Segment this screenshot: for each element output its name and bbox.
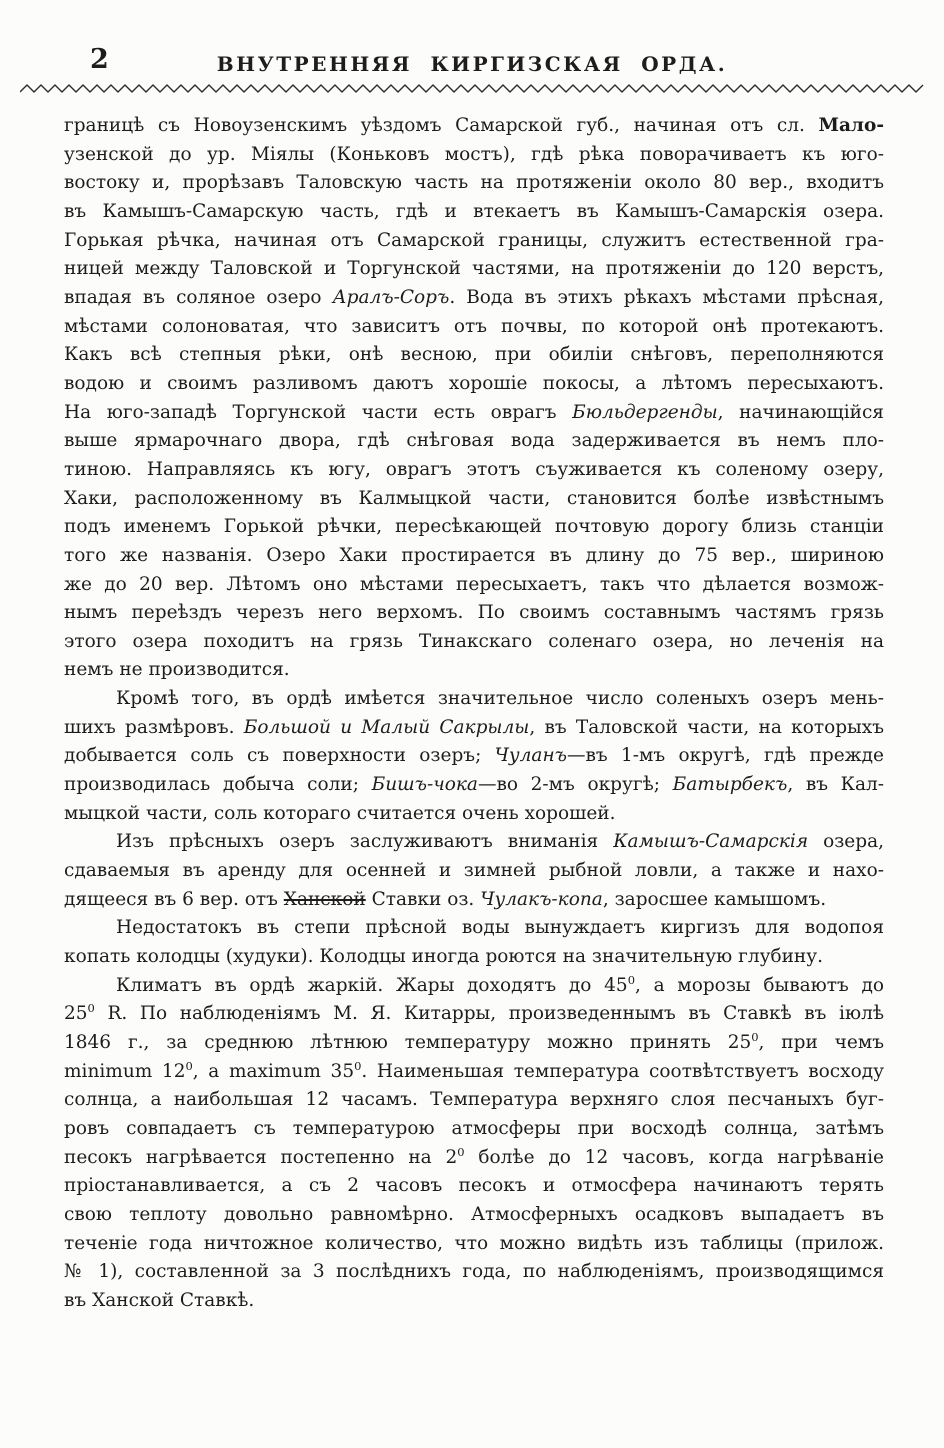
text-line (64, 685, 884, 714)
text-run: сдаваемыя въ аренду для осенней и зимней рыбной ловли, а также и нахо- (64, 860, 884, 882)
text-run: , а maximum 35 (192, 1060, 355, 1082)
text-run: 25 (64, 1003, 88, 1025)
text-line (64, 1201, 884, 1230)
text-line (64, 341, 884, 370)
page-number: 2 (90, 44, 109, 75)
text-line (64, 485, 884, 514)
text-line (64, 1258, 884, 1287)
text-run: Аралъ-Соръ (332, 286, 450, 308)
text-line (64, 857, 884, 886)
text-run: озера, (808, 831, 885, 853)
text-line (64, 456, 884, 485)
text-line (64, 771, 884, 800)
text-run: Чуланъ (494, 745, 567, 767)
text-line (64, 628, 884, 657)
text-run: Недостатокъ въ степи прѣсной воды вынуждаетъ киргизъ для водопоя (116, 917, 884, 939)
text-run: 0 (87, 1001, 95, 1016)
text-line (64, 198, 884, 227)
text-line (64, 943, 884, 972)
text-run: нымъ переѣздъ черезъ него верхомъ. По своимъ составнымъ частямъ грязь (64, 602, 884, 624)
text-run: теченіе года ничтожное количество, что можно видѣть изъ таблицы (прилож. (64, 1232, 884, 1254)
text-run: , въ Кал- (787, 774, 885, 796)
text-run: , въ Таловской части, на которыхъ (529, 716, 884, 738)
text-run: Изъ прѣсныхъ озеръ заслуживаютъ вниманія (116, 831, 614, 853)
text-run: копать колодцы (худуки). Колодцы иногда роются на значительную глубину. (64, 946, 824, 968)
text-run: производилась добыча соли; (64, 774, 372, 796)
text-line (64, 370, 884, 399)
text-run: Батырбекъ (672, 774, 788, 796)
text-run: дящееся въ 6 вер. отъ (64, 888, 284, 910)
text-line (64, 714, 884, 743)
text-line (64, 1029, 884, 1058)
text-line (64, 169, 884, 198)
text-run: границѣ съ Новоузенскимъ уѣздомъ Самарской губ., начиная отъ сл. (64, 115, 819, 136)
text-run: тиною. Направляясь къ югу, оврагъ этотъ съуживается къ соленому озеру, (64, 458, 884, 480)
text-line (64, 1115, 884, 1144)
paragraph (64, 112, 884, 685)
text-line (64, 542, 884, 571)
page-header-title: ВНУТРЕННЯЯ КИРГИЗСКАЯ ОРДА. (216, 52, 728, 76)
text-line (64, 141, 884, 170)
text-run: R. По наблюденіямъ М. Я. Китарры, произведеннымъ въ Ставкѣ въ іюлѣ (94, 1003, 884, 1025)
text-run: Ставки оз. (365, 888, 481, 910)
text-line (64, 828, 884, 857)
text-line (64, 1287, 884, 1316)
text-run: ницей между Таловской и Торгунской частями, на протяженіи до 120 верстъ, (64, 258, 884, 280)
text-run: Камышъ-Самарскія (613, 831, 809, 853)
paragraph (64, 972, 884, 1316)
text-run: Климатъ въ ордѣ жаркій. Жары доходятъ до 45 (116, 974, 628, 996)
paragraph (64, 685, 884, 828)
text-line (64, 112, 884, 141)
text-run: выше ярмарочнаго двора, гдѣ снѣговая вода задерживается въ немъ пло- (64, 430, 884, 452)
text-line (64, 1086, 884, 1115)
text-run: востоку и, прорѣзавъ Таловскую часть на протяженіи около 80 вер., входитъ (64, 172, 884, 194)
text-run: солнца, а наибольшая 12 часамъ. Температура верхняго слоя песчаныхъ буг- (64, 1089, 884, 1111)
text-run: въ Камышъ-Самарскую часть, гдѣ и втекаетъ въ Камышъ-Самарскія озера. (64, 200, 884, 222)
text-run: узенской до ур. Міялы (Коньковъ мостъ), гдѣ рѣка поворачиваетъ къ юго- (64, 143, 884, 165)
text-run: , заросшее камышомъ. (602, 888, 827, 910)
text-line (64, 227, 884, 256)
text-line (64, 972, 884, 1001)
text-line (64, 1058, 884, 1087)
text-run: того же названія. Озеро Хаки простирается въ длину до 75 вер., шириною (64, 544, 884, 566)
text-run: Хаки, расположенному въ Калмыцкой части, становится болѣе извѣстнымъ (64, 487, 884, 509)
text-run: , при чемъ (758, 1032, 884, 1053)
text-line (64, 656, 884, 685)
page-body (64, 112, 884, 1316)
text-run: Бюльдергенды (572, 401, 718, 423)
text-run: . Вода въ этихъ рѣкахъ мѣстами прѣсная, (449, 286, 885, 308)
text-line (64, 1144, 884, 1173)
text-line (64, 427, 884, 456)
text-run: 0 (185, 1058, 193, 1073)
text-run: пріостанавливается, а съ 2 часовъ песокъ и отмосфера начинаютъ терять (64, 1175, 884, 1197)
text-run: немъ не производится. (64, 659, 290, 681)
text-run: . Наименьшая температура соотвѣтствуетъ восходу (361, 1060, 884, 1082)
text-run: —во 2-мъ округѣ; (477, 774, 673, 796)
text-run: мыцкой части, соль котораго считается очень хорошей. (64, 802, 616, 824)
text-run: Ханской (283, 888, 366, 910)
text-line (64, 800, 884, 829)
text-run: въ Ханской Ставкѣ. (64, 1289, 255, 1311)
text-run: же до 20 вер. Лѣтомъ оно мѣстами пересыхаетъ, такъ что дѣлается возмож- (64, 573, 884, 595)
text-line (64, 399, 884, 428)
text-run: впадая въ соляное озеро (64, 286, 333, 308)
text-run: № 1), составленной за 3 послѣднихъ года, по наблюденіямъ, производящимся (64, 1261, 884, 1283)
text-line (64, 742, 884, 771)
text-run: болѣе до 12 часовъ, когда нагрѣваніе (464, 1146, 884, 1168)
text-run: свою теплоту довольно равномѣрно. Атмосферныхъ осадковъ выпадаетъ въ (64, 1203, 884, 1225)
text-line (64, 914, 884, 943)
text-run: шихъ размѣровъ. (64, 716, 244, 738)
text-run: песокъ нагрѣвается постепенно на 2 (64, 1146, 458, 1168)
text-run: Горькая рѣчка, начиная отъ Самарской границы, служитъ естественной гра- (64, 229, 884, 251)
text-run: 0 (354, 1058, 362, 1073)
text-line (64, 886, 884, 915)
text-run: подъ именемъ Горькой рѣчки, пересѣкающей почтовую дорогу близь станціи (64, 516, 884, 538)
text-run: 0 (751, 1029, 759, 1044)
text-line (64, 571, 884, 600)
text-run: , а морозы бываютъ до (634, 974, 884, 996)
text-run: 0 (627, 972, 635, 987)
text-run: На юго-западѣ Торгунской части есть оврагъ (64, 401, 573, 423)
text-run: мѣстами солоноватая, что зависитъ отъ почвы, по которой онѣ протекаютъ. (64, 315, 884, 337)
text-run: Бишъ-чока (371, 774, 478, 796)
wavy-rule-divider (20, 82, 924, 96)
text-run: водою и своимъ разливомъ даютъ хорошіе покосы, а лѣтомъ пересыхаютъ. (64, 372, 884, 394)
text-run: Кромѣ того, въ ордѣ имѣется значительное число соленыхъ озеръ мень- (116, 688, 884, 710)
text-run: 1846 г., за среднюю лѣтнюю температуру можно принять 25 (64, 1032, 752, 1053)
text-line (64, 1172, 884, 1201)
text-line (64, 1000, 884, 1029)
paragraph (64, 914, 884, 971)
text-line (64, 513, 884, 542)
text-line (64, 1230, 884, 1259)
text-run: ровъ совпадаетъ съ температурою атмосферы при восходѣ солнца, затѣмъ (64, 1117, 884, 1139)
paragraph (64, 828, 884, 914)
text-line (64, 255, 884, 284)
text-run: Чулакъ-копа (480, 888, 603, 910)
text-run: Мало- (818, 115, 884, 136)
text-run: добывается соль съ поверхности озеръ; (64, 745, 495, 767)
text-run: этого озера походитъ на грязь Тинакскаго соленаго озера, но леченія на (64, 630, 884, 652)
text-line (64, 313, 884, 342)
text-run: minimum 12 (64, 1060, 186, 1082)
text-run: 0 (457, 1144, 465, 1159)
text-run: , начинающійся (717, 401, 884, 423)
text-run: Какъ всѣ степныя рѣки, онѣ весною, при обиліи снѣговъ, переполняются (64, 344, 884, 366)
text-run: —въ 1-мъ округѣ, гдѣ прежде (566, 745, 884, 767)
text-run: Большой и Малый Сакрылы (243, 716, 530, 738)
text-line (64, 284, 884, 313)
text-line (64, 599, 884, 628)
